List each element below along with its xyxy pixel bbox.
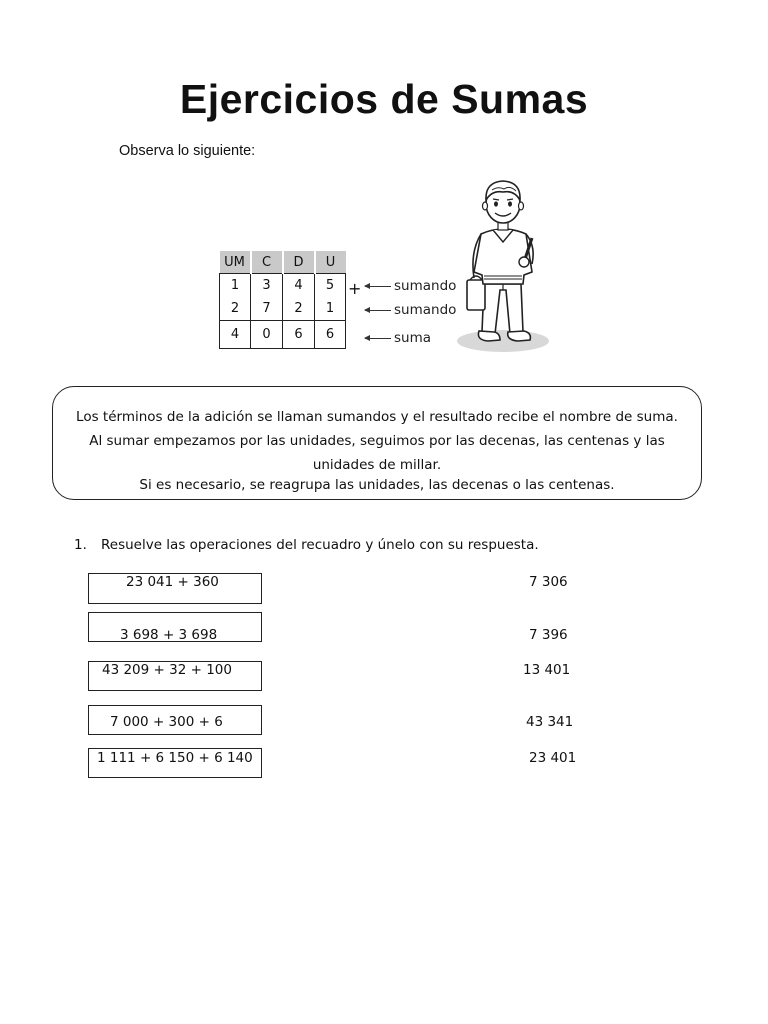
subtitle: Observa lo siguiente:: [119, 143, 256, 159]
operation-box: [88, 705, 262, 735]
table-cell: 6: [315, 321, 346, 349]
plus-sign: +: [348, 279, 362, 298]
info-line: Al sumar empezamos por las unidades, seguimos por las decenas, las centenas y las: [89, 433, 665, 449]
answer-text: 23 401: [529, 750, 577, 766]
label-sumando-1: sumando: [365, 278, 456, 294]
page-title: Ejercicios de Sumas: [179, 76, 589, 122]
label-sumando-2: sumando: [365, 302, 456, 318]
operation-text: 43 209 + 32 + 100: [102, 662, 232, 678]
exercise-instruction: 1. Resuelve las operaciones del recuadro y únelo con su respuesta.: [74, 537, 539, 553]
table-cell: 0: [251, 321, 283, 349]
operation-box: [88, 573, 262, 604]
operation-box: [88, 748, 262, 778]
table-cell: 4: [283, 274, 315, 298]
answer-text: 13 401: [523, 662, 571, 678]
arrow-left-icon: [365, 338, 391, 339]
operation-text: 1 111 + 6 150 + 6 140: [97, 750, 253, 766]
operation-box: [88, 661, 262, 691]
header-d: D: [283, 251, 315, 274]
exercise-number: 1.: [74, 537, 87, 553]
operation-text: 23 041 + 360: [126, 574, 219, 590]
table-cell: 3: [251, 274, 283, 298]
answer-text: 43 341: [526, 714, 574, 730]
table-cell: 5: [315, 274, 346, 298]
arrow-left-icon: [365, 310, 391, 311]
answer-text: 7 306: [529, 574, 568, 590]
answer-text: 7 396: [529, 627, 568, 643]
arrow-left-icon: [365, 286, 391, 287]
label-suma: suma: [365, 330, 431, 346]
table-cell: 1: [315, 297, 346, 321]
header-u: U: [315, 251, 346, 274]
boy-illustration-icon: [448, 172, 558, 358]
place-value-table: [219, 251, 346, 349]
info-line: Los términos de la adición se llaman sumandos y el resultado recibe el nombre de suma.: [76, 409, 678, 425]
table-cell: 1: [220, 274, 251, 298]
table-cell: 7: [251, 297, 283, 321]
info-box: [52, 386, 702, 500]
header-c: C: [251, 251, 283, 274]
info-line: unidades de millar.: [312, 457, 442, 473]
table-cell: 6: [283, 321, 315, 349]
table-cell: 4: [220, 321, 251, 349]
header-um: UM: [220, 251, 251, 274]
operation-box: [88, 612, 262, 642]
table-cell: 2: [220, 297, 251, 321]
info-line: Si es necesario, se reagrupa las unidades, las decenas o las centenas.: [139, 477, 615, 493]
operation-text: 7 000 + 300 + 6: [110, 714, 223, 730]
operation-text: 3 698 + 3 698: [120, 627, 218, 643]
table-cell: 2: [283, 297, 315, 321]
